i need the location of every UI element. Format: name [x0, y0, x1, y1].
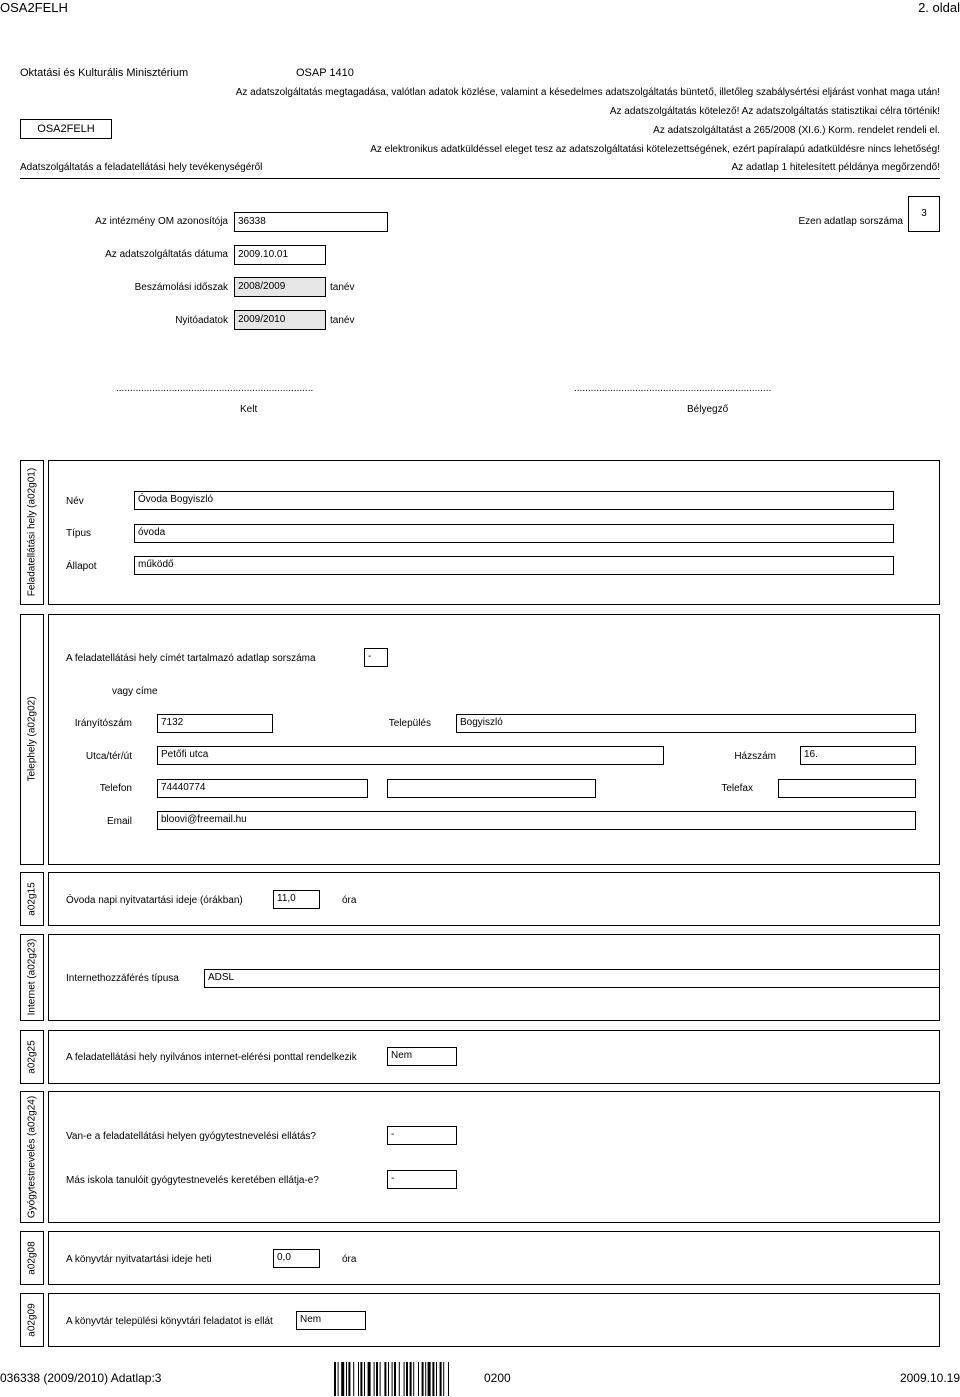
status-label: Állapot [66, 561, 97, 572]
therapy-q1-label: Van-e a feladatellátási helyen gyógytestnevelési ellátás? [66, 1131, 316, 1142]
opening-field[interactable]: 2009/2010 [234, 310, 326, 330]
stamp-label: Bélyegző [687, 404, 729, 415]
footer-sheet-id: 036338 (2009/2010) Adatlap:3 [0, 1371, 162, 1385]
a02g15-side-label: a02g15 [26, 882, 38, 916]
barcode-image [334, 1362, 479, 1396]
therapy-q2-label: Más iskola tanulóit gyógytestnevelés keretében ellátja-e? [66, 1175, 319, 1186]
date-field[interactable]: 2009.10.01 [234, 245, 326, 265]
street-label: Utca/tér/út [85, 751, 132, 762]
public-internet-field[interactable]: Nem [387, 1047, 457, 1066]
opening-label: Nyitóadatok [175, 315, 228, 326]
stamp-dots: ....................................................................... [574, 383, 772, 394]
house-number-field[interactable]: 16. [800, 746, 916, 765]
a02g09-side-label: a02g09 [26, 1303, 38, 1337]
or-address-label: vagy címe [112, 686, 158, 697]
therapy-q1-field[interactable]: - [387, 1126, 457, 1145]
a02g24-side-label: Gyógytestnevelés (a02g24) [26, 1095, 38, 1219]
status-field[interactable]: működő [134, 556, 894, 575]
email-field[interactable]: bloovi@freemail.hu [157, 811, 916, 830]
notice-2: Az adatszolgáltatás kötelező! Az adatszolgáltatás statisztikai célra történik! [609, 106, 940, 117]
form-code-box: OSA2FELH [20, 119, 112, 139]
opening-hours-field[interactable]: 11,0 [273, 890, 320, 909]
notice-5: Az adatlap 1 hitelesített példánya megőrzendő! [731, 162, 940, 173]
kelt-dots: ....................................................................... [116, 383, 314, 394]
ministry-name: Oktatási és Kulturális Minisztérium [20, 67, 189, 79]
street-field[interactable]: Petőfi utca [157, 746, 664, 765]
name-field[interactable]: Óvoda Bogyiszló [134, 491, 894, 510]
serial-field[interactable]: 3 [908, 196, 940, 232]
period-label: Beszámolási időszak [134, 282, 228, 293]
om-field[interactable]: 36338 [234, 212, 388, 232]
a02g25-side-label: a02g25 [26, 1040, 38, 1074]
a02g23-side-label: Internet (a02g23) [26, 938, 38, 1016]
page-form-code: OSA2FELH [0, 0, 68, 15]
address-sheet-field[interactable]: - [364, 648, 388, 667]
therapy-q2-field[interactable]: - [387, 1170, 457, 1189]
internet-type-label: Internethozzáférés típusa [66, 973, 179, 984]
date-label: Az adatszolgáltatás dátuma [105, 249, 228, 260]
house-number-label: Házszám [734, 751, 776, 762]
library-duty-field[interactable]: Nem [296, 1311, 366, 1330]
zip-field[interactable]: 7132 [157, 714, 273, 733]
footer-code: 0200 [484, 1371, 511, 1385]
om-label: Az intézmény OM azonosítója [95, 216, 228, 227]
a02g24-box [48, 1091, 940, 1223]
notice-4: Az elektronikus adatküldéssel eleget tesz az adatszolgáltatási kötelezettségének, ezért papíralapú adatküldésre nincs lehetőség! [370, 144, 940, 155]
header-divider [20, 178, 940, 179]
internet-type-field[interactable]: ADSL [204, 969, 940, 988]
fax-field[interactable] [778, 779, 916, 798]
osap-number: OSAP 1410 [296, 67, 354, 79]
opening-unit: tanév [330, 315, 355, 326]
type-field[interactable]: óvoda [134, 524, 894, 543]
library-hours-unit: óra [342, 1254, 357, 1265]
serial-label: Ezen adatlap sorszáma [798, 216, 903, 227]
page-number: 2. oldal [918, 0, 960, 15]
phone-extra-field[interactable] [387, 779, 596, 798]
name-label: Név [66, 496, 84, 507]
a02g02-side-label: Telephely (a02g02) [26, 696, 38, 782]
type-label: Típus [66, 528, 92, 539]
phone-field[interactable]: 74440774 [157, 779, 368, 798]
a02g08-side-label: a02g08 [26, 1241, 38, 1275]
a02g01-side-label: Feladatellátási hely (a02g01) [26, 467, 38, 597]
phone-label: Telefon [99, 783, 132, 794]
notice-3: Az adatszolgáltatást a 265/2008 (XI.6.) Korm. rendelet rendeli el. [653, 125, 940, 136]
public-internet-label: A feladatellátási hely nyilvános internet-elérési ponttal rendelkezik [66, 1052, 357, 1063]
period-field[interactable]: 2008/2009 [234, 277, 326, 297]
library-hours-label: A könyvtár nyitvatartási ideje heti [66, 1254, 212, 1265]
opening-hours-label: Óvoda napi nyitvatartási ideje (órákban) [66, 895, 243, 906]
opening-hours-unit: óra [342, 895, 357, 906]
footer-date: 2009.10.19 [899, 1371, 960, 1385]
zip-label: Irányítószám [74, 718, 132, 729]
notice-1: Az adatszolgáltatás megtagadása, valótlan adatok közlése, valamint a késedelmes adatszolgáltatás büntető, illetőleg szabálysértési eljárást vonhat maga után! [235, 87, 940, 98]
city-label: Település [388, 718, 431, 729]
form-subtitle: Adatszolgáltatás a feladatellátási hely tevékenységéről [20, 162, 263, 173]
address-sheet-label: A feladatellátási hely címét tartalmazó adatlap sorszáma [66, 653, 316, 664]
library-duty-label: A könyvtár települési könyvtári feladatot is ellát [66, 1316, 273, 1327]
kelt-label: Kelt [240, 404, 258, 415]
period-unit: tanév [330, 282, 355, 293]
fax-label: Telefax [721, 783, 753, 794]
city-field[interactable]: Bogyiszló [456, 714, 916, 733]
library-hours-field[interactable]: 0,0 [273, 1249, 320, 1268]
email-label: Email [106, 816, 132, 827]
